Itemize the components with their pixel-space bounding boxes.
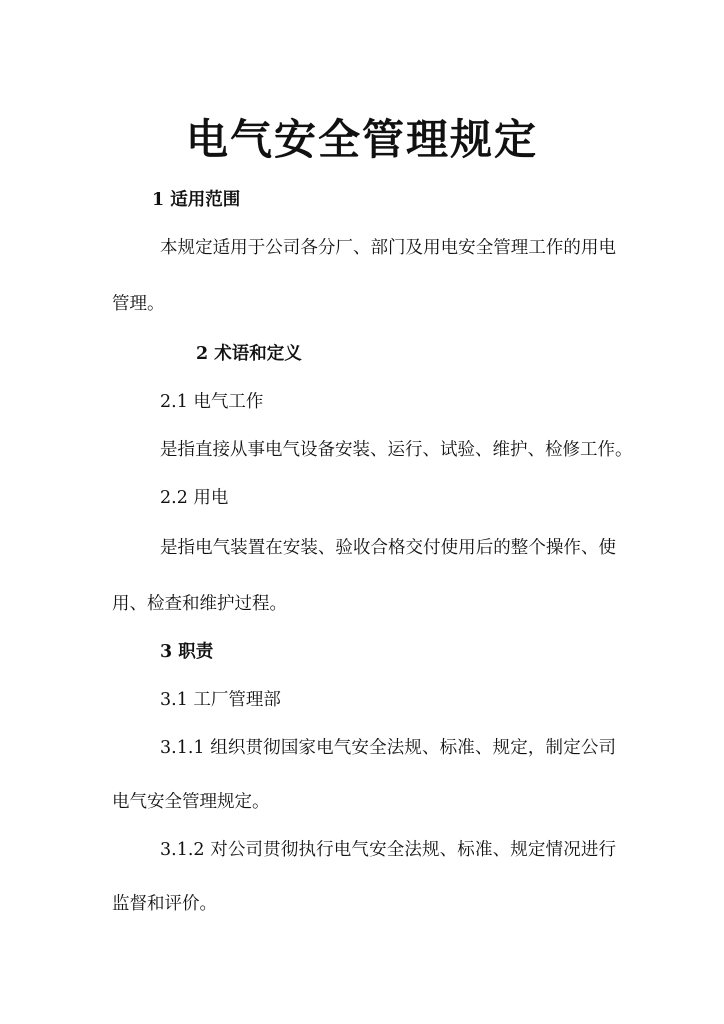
definition-2-1-text: 是指直接从事电气设备安装、运行、试验、维护、检修工作。 — [160, 440, 633, 460]
document-title: 电气安全管理规定 — [185, 115, 538, 164]
subsection-3-1: 3.1 工厂管理部 — [160, 690, 281, 710]
paragraph-scope-line-1: 本规定适用于公司各分厂、部门及用电安全管理工作的用电 — [160, 238, 616, 258]
paragraph-scope-line-2: 管理。 — [112, 294, 165, 314]
item-3-1-2-line-2: 监督和评价。 — [112, 894, 217, 914]
subsection-2-1: 2.1 电气工作 — [160, 392, 264, 412]
item-3-1-1-line-2: 电气安全管理规定。 — [112, 792, 270, 812]
definition-2-2-line-2: 用、检查和维护过程。 — [112, 594, 287, 614]
section-heading-1: 1 适用范围 — [152, 190, 241, 210]
definition-2-2-line-1: 是指电气装置在安装、验收合格交付使用后的整个操作、使 — [160, 538, 616, 558]
item-3-1-2-line-1: 3.1.2 对公司贯彻执行电气安全法规、标准、规定情况进行 — [160, 840, 616, 860]
section-heading-2: 2 术语和定义 — [196, 344, 302, 364]
item-3-1-1-line-1: 3.1.1 组织贯彻国家电气安全法规、标准、规定，制定公司 — [160, 738, 616, 758]
subsection-2-2: 2.2 用电 — [160, 488, 229, 508]
section-heading-3: 3 职责 — [160, 642, 214, 662]
